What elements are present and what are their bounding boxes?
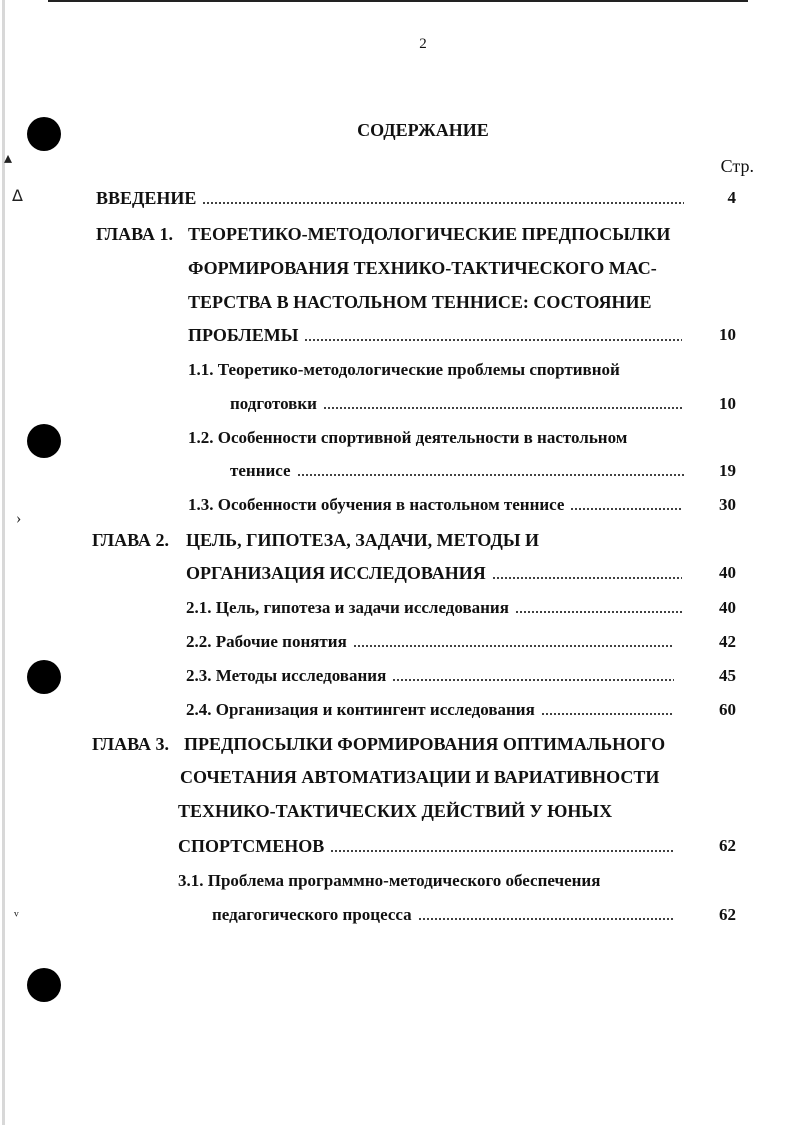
toc-chapter-2-page: 40 (719, 563, 736, 582)
dot-leader (541, 713, 674, 715)
dot-leader (323, 407, 684, 409)
dot-leader (202, 202, 684, 204)
top-border-line (48, 0, 748, 2)
toc-chapter-1-line[interactable]: ТЕРСТВА В НАСТОЛЬНОМ ТЕННИСЕ: СОСТОЯНИЕ (188, 292, 652, 312)
toc-section-2-3-page: 45 (719, 666, 736, 685)
toc-chapter-3-line[interactable]: ПРЕДПОСЫЛКИ ФОРМИРОВАНИЯ ОПТИМАЛЬНОГО (184, 734, 666, 754)
toc-section-2-4-title: 2.4. Организация и контингент исследования (186, 700, 535, 719)
toc-section-3-1-line: педагогического процесса (212, 905, 412, 924)
dot-leader (570, 508, 682, 510)
toc-chapter-2-line: ОРГАНИЗАЦИЯ ИССЛЕДОВАНИЯ (186, 563, 486, 583)
toc-section-1-1-page: 10 (719, 394, 736, 413)
toc-section-2-3-title: 2.3. Методы исследования (186, 666, 387, 685)
toc-chapter-1-line: ПРОБЛЕМЫ (188, 325, 299, 345)
toc-section-1-3-page: 30 (719, 495, 736, 514)
toc-section-2-2-page: 42 (719, 632, 736, 651)
binder-hole (27, 660, 61, 694)
toc-section-2-1-page: 40 (719, 598, 736, 617)
toc-chapter-1-page: 10 (719, 325, 736, 344)
dot-leader (330, 850, 674, 852)
toc-section-2-1-title: 2.1. Цель, гипотеза и задачи исследования (186, 598, 509, 617)
dot-leader (304, 339, 682, 341)
toc-section-1-2-line: теннисе (230, 461, 291, 480)
toc-chapter-2-prefix[interactable]: ГЛАВА 2. (92, 530, 170, 550)
toc-section-3-1-row[interactable] (212, 905, 680, 925)
toc-section-3-1-page: 62 (719, 905, 736, 924)
toc-section-1-1-row[interactable] (230, 394, 690, 414)
toc-chapter-2-last-row[interactable] (186, 563, 688, 584)
toc-section-1-2-row[interactable] (230, 461, 690, 481)
toc-section-2-4-row[interactable] (186, 700, 680, 720)
toc-chapter-3-line[interactable]: ТЕХНИКО-ТАКТИЧЕСКИХ ДЕЙСТВИЙ У ЮНЫХ (178, 801, 613, 821)
scan-artifact-mark: › (16, 510, 22, 527)
toc-section-1-2-line[interactable]: 1.2. Особенности спортивной деятельности в настольном (188, 428, 628, 447)
toc-section-2-1-row[interactable] (186, 598, 688, 618)
toc-intro-title: ВВЕДЕНИЕ (96, 188, 197, 208)
toc-chapter-1-line[interactable]: ФОРМИРОВАНИЯ ТЕХНИКО-ТАКТИЧЕСКОГО МАС- (188, 258, 657, 278)
toc-intro-page: 4 (727, 188, 736, 207)
scan-artifact-mark: ᐃ (12, 188, 23, 205)
page-number: 2 (419, 36, 427, 52)
toc-chapter-3-line: СПОРТСМЕНОВ (178, 836, 325, 856)
toc-section-2-2-row[interactable] (186, 632, 680, 652)
toc-chapter-3-prefix[interactable]: ГЛАВА 3. (92, 734, 170, 754)
toc-section-2-4-page: 60 (719, 700, 736, 719)
binder-hole (27, 968, 61, 1002)
scan-margin-edge (2, 0, 5, 1125)
toc-chapter-3-line[interactable]: СОЧЕТАНИЯ АВТОМАТИЗАЦИИ И ВАРИАТИВНОСТИ (180, 767, 660, 787)
toc-chapter-3-last-row[interactable] (178, 836, 680, 857)
dot-leader (297, 474, 684, 476)
toc-section-2-3-row[interactable] (186, 666, 680, 686)
toc-section-1-3-title: 1.3. Особенности обучения в настольном теннисе (188, 495, 565, 514)
toc-section-3-1-line[interactable]: 3.1. Проблема программно-методического обеспечения (178, 871, 601, 890)
toc-chapter-2-line[interactable]: ЦЕЛЬ, ГИПОТЕЗА, ЗАДАЧИ, МЕТОДЫ И (186, 530, 540, 550)
dot-leader (492, 577, 682, 579)
dot-leader (515, 611, 682, 613)
toc-title: СОДЕРЖАНИЕ (357, 120, 489, 140)
dot-leader (353, 645, 674, 647)
toc-chapter-1-prefix[interactable]: ГЛАВА 1. (96, 224, 174, 244)
toc-section-1-3-row[interactable] (188, 495, 688, 515)
scan-artifact-mark: ᵛ (14, 908, 19, 925)
toc-chapter-3-page: 62 (719, 836, 736, 855)
page-column-label: Стр. (720, 156, 754, 176)
dot-leader (392, 679, 674, 681)
binder-hole (27, 424, 61, 458)
toc-section-2-2-title: 2.2. Рабочие понятия (186, 632, 347, 651)
dot-leader (418, 918, 674, 920)
toc-chapter-1-line[interactable]: ТЕОРЕТИКО-МЕТОДОЛОГИЧЕСКИЕ ПРЕДПОСЫЛКИ (188, 224, 671, 244)
toc-section-1-1-line: подготовки (230, 394, 317, 413)
toc-section-1-2-page: 19 (719, 461, 736, 480)
toc-intro-row[interactable] (96, 188, 690, 209)
toc-chapter-1-last-row[interactable] (188, 325, 688, 346)
scan-artifact-mark: ▴ (4, 150, 13, 167)
toc-section-1-1-line[interactable]: 1.1. Теоретико-методологические проблемы спортивной (188, 360, 620, 379)
